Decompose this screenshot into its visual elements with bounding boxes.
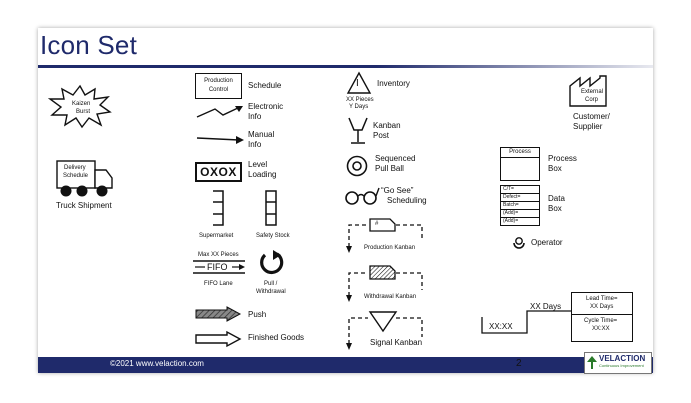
data-box-row: (Add)=: [501, 210, 539, 218]
process-box-label-2: Box: [548, 164, 562, 173]
inventory-triangle-icon: [346, 71, 372, 95]
supermarket-icon: [211, 189, 225, 227]
title-rule: [38, 65, 653, 68]
process-box-header: Process: [501, 148, 539, 158]
signal-kanban-label: Signal Kanban: [370, 338, 423, 347]
lead-time-box: [571, 292, 633, 342]
truck-label: Truck Shipment: [56, 201, 112, 210]
go-see-label-2: Scheduling: [387, 196, 427, 205]
process-box-label-1: Process: [548, 154, 577, 163]
data-box-label-1: Data: [548, 194, 565, 203]
finished-goods-label: Finished Goods: [248, 333, 305, 342]
electronic-label-1: Electronic: [248, 102, 284, 111]
external-label-1: Customer/: [573, 112, 610, 121]
cycle-time-label-2: XX:XX: [592, 326, 610, 332]
sequenced-label-1: Sequenced: [375, 154, 416, 163]
electronic-info-arrow-icon: [195, 104, 245, 120]
fifo-lane-label: FIFO Lane: [204, 281, 233, 287]
level-loading-inner: OXOX: [200, 165, 237, 179]
data-box-row: Defect=: [501, 194, 539, 202]
kaizen-text-1: Kaizen: [72, 101, 91, 107]
manual-info-arrow-icon: [195, 134, 245, 144]
cycle-time-label-1: Cycle Time=: [584, 318, 618, 324]
kanban-post-icon: [347, 116, 369, 146]
supermarket-label: Supermarket: [199, 233, 234, 239]
footer-copyright: ©2021 www.velaction.com: [110, 359, 204, 368]
schedule-label: Schedule: [248, 81, 282, 90]
go-see-glasses-icon: [344, 186, 380, 206]
production-control-box: [195, 73, 242, 99]
process-box-icon: [500, 147, 540, 181]
fifo-inner: FIFO: [207, 262, 228, 272]
electronic-label-2: Info: [248, 112, 262, 121]
lead-time-label-2: XX Days: [590, 304, 614, 310]
finished-goods-arrow-icon: [195, 332, 241, 346]
withdrawal-kanban-label: Withdrawal Kanban: [364, 294, 417, 300]
lead-cycle-divider: [572, 314, 632, 315]
manual-label-2: Info: [248, 140, 262, 149]
level-loading-label-1: Level: [248, 160, 268, 169]
timeline-time: XX:XX: [489, 322, 513, 331]
safety-stock-label: Safety Stock: [256, 233, 290, 239]
pull-label-1: Pull /: [264, 281, 278, 287]
inventory-sub-1: XX Pieces: [346, 97, 374, 103]
kanban-post-label-1: Kanban: [373, 121, 401, 130]
data-box-label-2: Box: [548, 204, 562, 213]
external-inner-2: Corp: [585, 97, 599, 103]
inventory-sub-2: Y Days: [349, 104, 369, 110]
inventory-inner: I: [356, 78, 359, 89]
production-kanban-label: Production Kanban: [364, 245, 416, 251]
sequenced-pull-ball-icon: [346, 155, 368, 177]
timeline-days: XX Days: [530, 302, 562, 311]
kanban-post-label-2: Post: [373, 131, 390, 140]
slide-title: Icon Set: [40, 30, 137, 60]
push-label: Push: [248, 310, 267, 319]
data-box-icon: [500, 185, 540, 226]
fifo-top-label: Max XX Pieces: [198, 252, 239, 258]
level-loading-label-2: Loading: [248, 170, 277, 179]
go-see-label-1: “Go See”: [381, 186, 414, 195]
footer-bar: [38, 354, 653, 373]
external-label-2: Supplier: [573, 122, 603, 131]
inventory-label: Inventory: [377, 79, 410, 88]
data-box-row: Batch=: [501, 202, 539, 210]
level-loading-box: [195, 162, 242, 182]
logo-mark-icon: [587, 356, 597, 369]
logo-tagline: Continuous Improvement: [599, 363, 644, 368]
kaizen-text-2: Burst: [76, 109, 91, 115]
logo-name: VELACTION: [599, 354, 646, 363]
external-inner-1: External: [581, 89, 604, 95]
operator-icon: [512, 235, 526, 249]
production-kanban-mark: #: [375, 221, 379, 227]
lead-time-label-1: Lead Time=: [586, 296, 618, 302]
production-control-inner-2: Control: [208, 87, 229, 93]
velaction-logo: [584, 352, 652, 374]
truck-inner-1: Delivery: [64, 165, 86, 171]
data-box-row: C/T=: [501, 186, 539, 194]
truck-inner-2: Schedule: [63, 173, 89, 179]
page-number: 2: [516, 358, 522, 369]
pull-label-2: Withdrawal: [256, 289, 286, 295]
operator-label: Operator: [531, 238, 563, 247]
manual-label-1: Manual: [248, 130, 275, 139]
pull-withdrawal-icon: [259, 250, 285, 276]
slide: [38, 28, 653, 373]
production-control-inner-1: Production: [204, 78, 233, 84]
sequenced-label-2: Pull Ball: [375, 164, 404, 173]
safety-stock-icon: [264, 189, 278, 227]
push-arrow-icon: [195, 307, 241, 321]
data-box-row: (Add)=: [503, 218, 519, 224]
